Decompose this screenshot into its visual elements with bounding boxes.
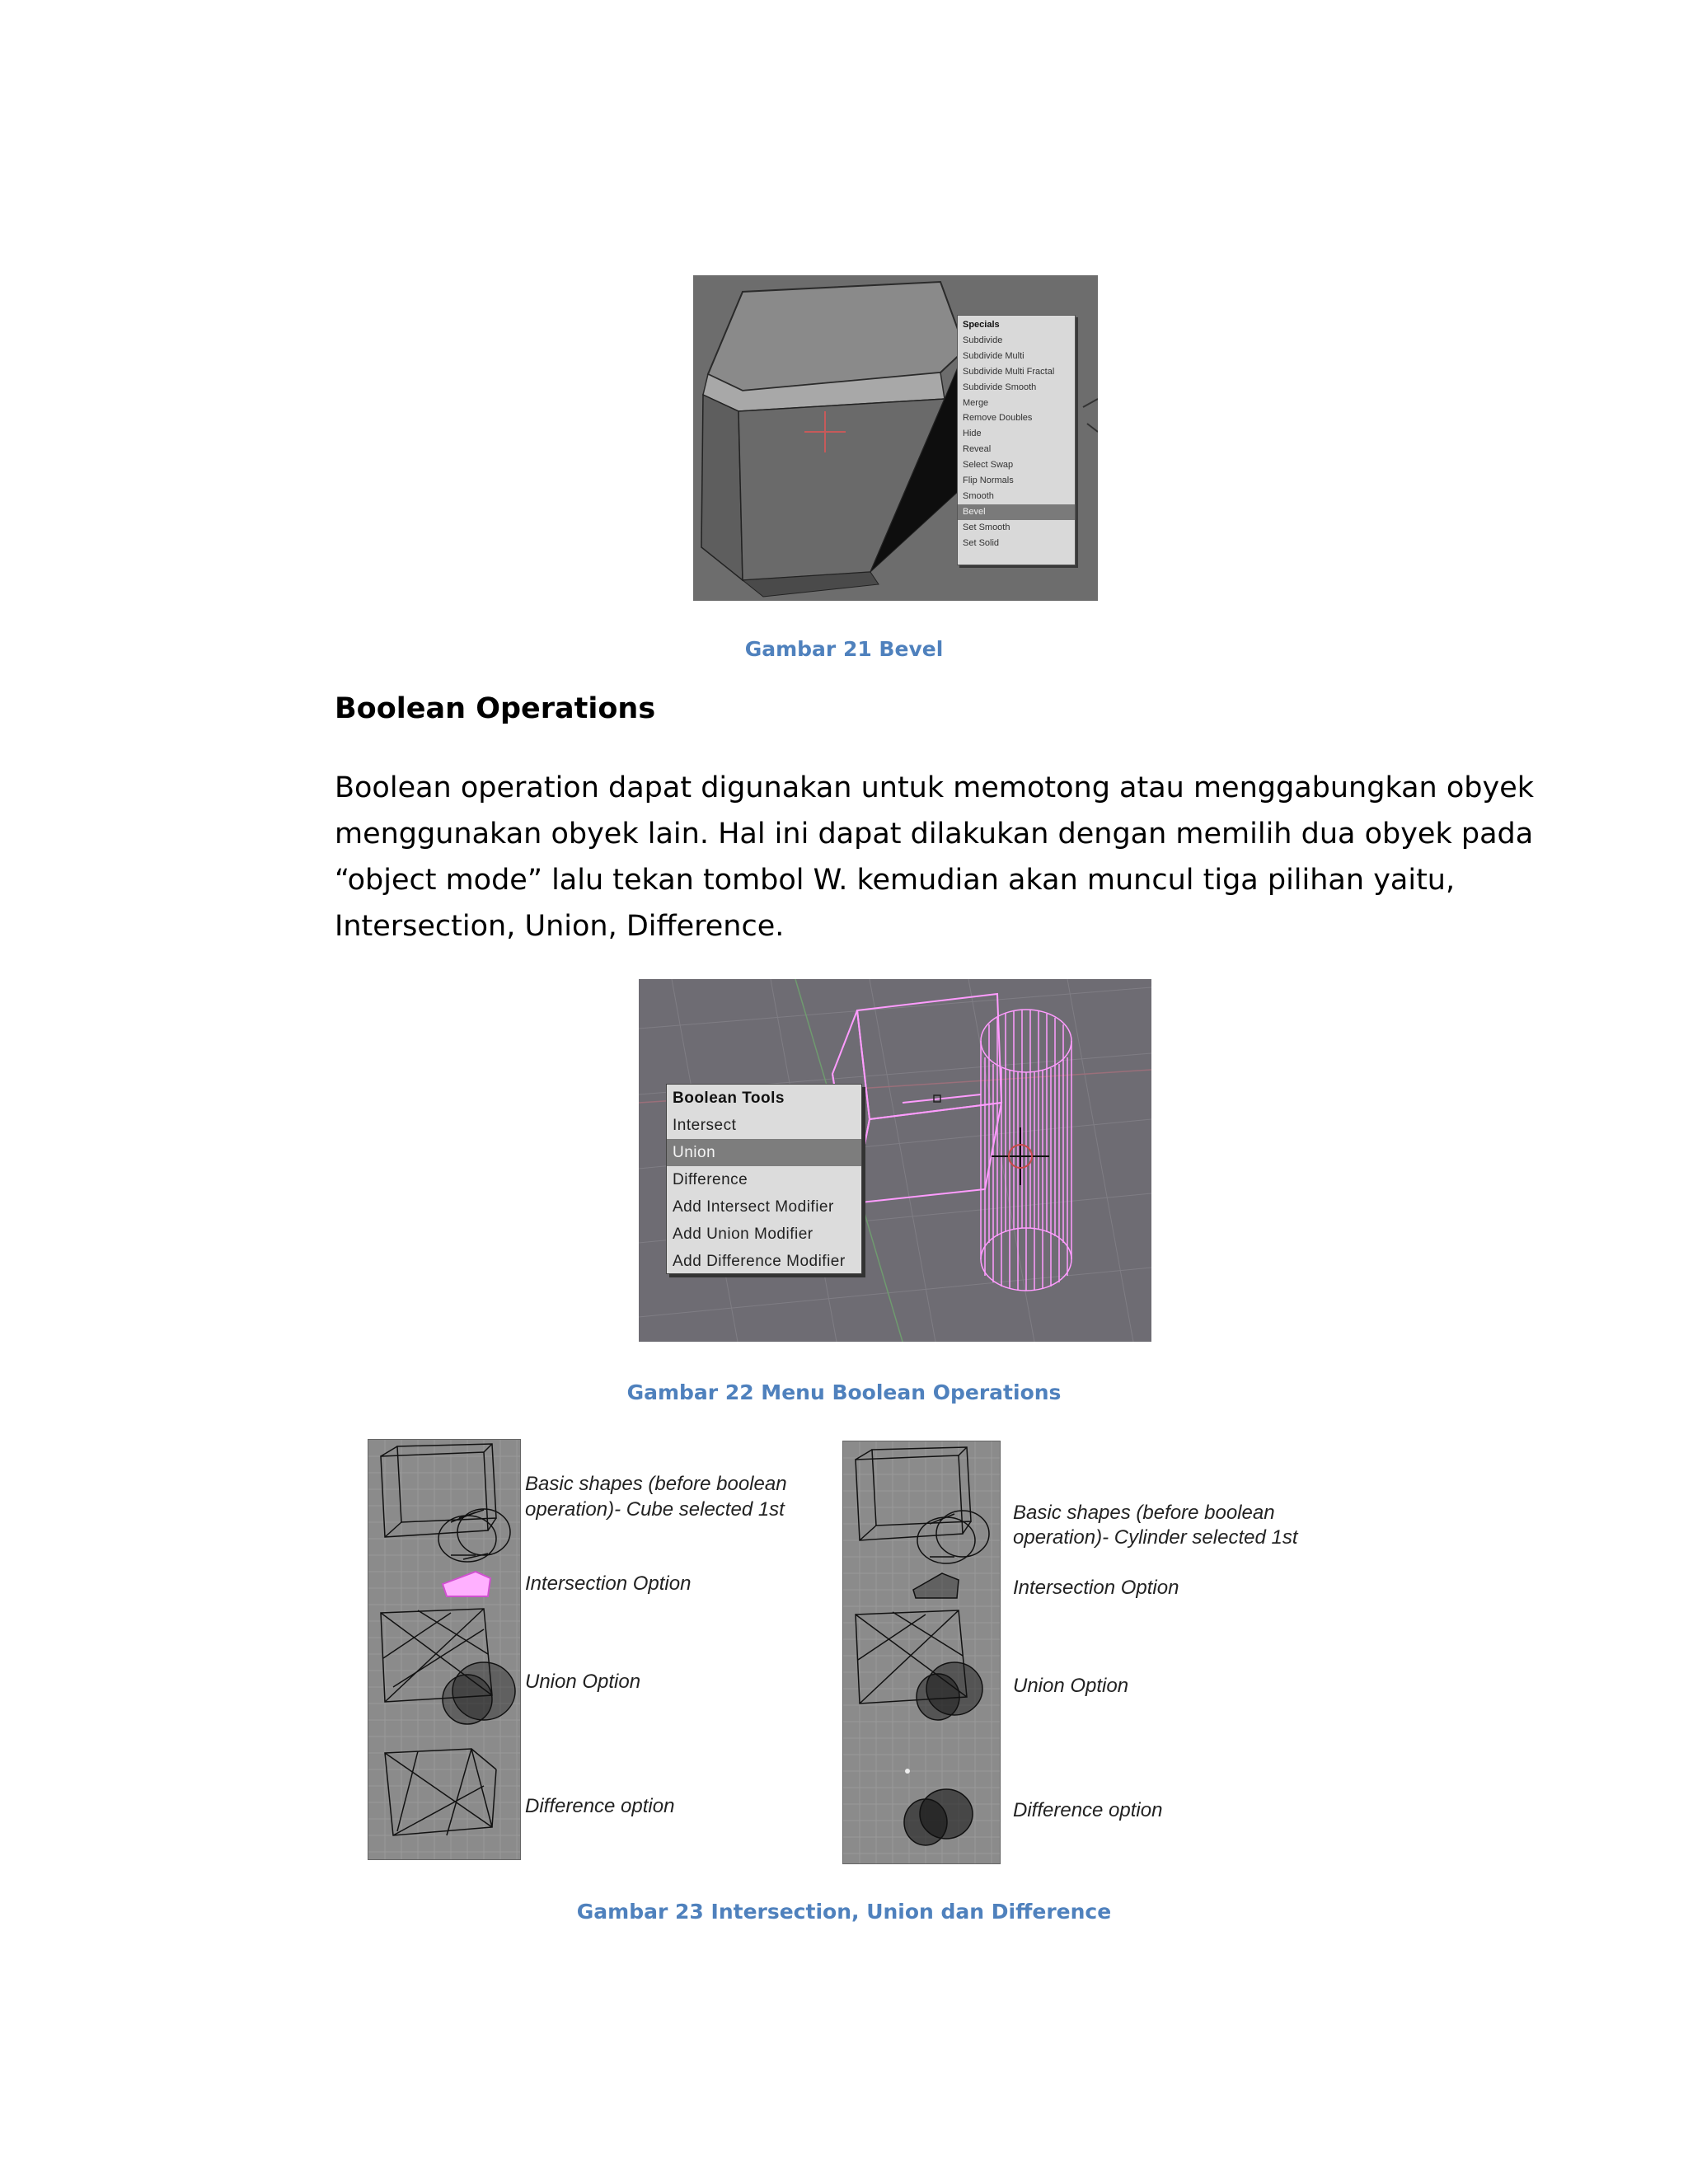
left-basic-shapes-line2: operation)- Cube selected 1st	[525, 1498, 785, 1521]
boolean-results-wireframes-left	[368, 1440, 520, 1859]
bevel-screenshot	[693, 275, 1098, 601]
specials-item-smooth[interactable]: Smooth	[963, 490, 994, 501]
boolean-results-wireframes-right	[843, 1441, 1000, 1863]
menu-item-add-intersect-modifier[interactable]: Add Intersect Modifier	[673, 1198, 834, 1216]
boolean-tools-title: Boolean Tools	[673, 1090, 785, 1107]
specials-item-set-solid[interactable]: Set Solid	[963, 537, 1000, 548]
specials-item-subdivide-multi[interactable]: Subdivide Multi	[963, 350, 1025, 361]
left-difference-label: Difference option	[525, 1795, 675, 1817]
specials-menu-title: Specials	[963, 320, 1000, 330]
menu-item-union[interactable]: Union	[667, 1139, 861, 1166]
boolean-results-panel-cylinder-first	[842, 1441, 1001, 1864]
specials-item-reveal[interactable]: Reveal	[963, 444, 992, 455]
paragraph-line: “object mode” lalu tekan tombol W. kemudian akan muncul tiga pilihan yaitu,	[335, 864, 1456, 897]
right-intersection-label: Intersection Option	[1013, 1577, 1179, 1599]
section-heading: Boolean Operations	[335, 692, 656, 725]
specials-item-set-smooth[interactable]: Set Smooth	[963, 522, 1010, 532]
boolean-tools-menu	[666, 1084, 862, 1274]
specials-item-hide[interactable]: Hide	[963, 429, 982, 439]
specials-item-subdivide[interactable]: Subdivide	[963, 335, 1003, 345]
figure-21-caption: Gambar 21 Bevel	[744, 637, 944, 661]
specials-menu	[957, 315, 1076, 565]
boolean-menu-screenshot	[639, 979, 1151, 1342]
specials-item-remove-doubles[interactable]: Remove Doubles	[963, 413, 1033, 424]
menu-item-difference[interactable]: Difference	[673, 1171, 748, 1188]
figure-22-caption: Gambar 22 Menu Boolean Operations	[626, 1380, 1062, 1404]
specials-item-flip-normals[interactable]: Flip Normals	[963, 476, 1014, 486]
menu-item-intersect[interactable]: Intersect	[673, 1117, 737, 1134]
paragraph-line: Boolean operation dapat digunakan untuk memotong atau menggabungkan obyek	[335, 771, 1535, 804]
paragraph-line: Intersection, Union, Difference.	[335, 910, 785, 943]
menu-item-add-difference-modifier[interactable]: Add Difference Modifier	[673, 1253, 846, 1270]
section-paragraph	[335, 765, 1535, 949]
right-difference-label: Difference option	[1013, 1799, 1163, 1821]
specials-item-merge[interactable]: Merge	[963, 397, 989, 408]
specials-item-bevel[interactable]: Bevel	[958, 504, 1075, 520]
boolean-results-panel-cube-first	[368, 1439, 521, 1860]
specials-item-select-swap[interactable]: Select Swap	[963, 460, 1014, 471]
left-intersection-label: Intersection Option	[525, 1572, 692, 1595]
left-basic-shapes-line1: Basic shapes (before boolean	[525, 1473, 787, 1495]
specials-item-subdivide-smooth[interactable]: Subdivide Smooth	[963, 382, 1037, 392]
figure-23-caption: Gambar 23 Intersection, Union dan Difference	[576, 1900, 1112, 1924]
specials-item-subdivide-multi-fractal[interactable]: Subdivide Multi Fractal	[963, 366, 1055, 377]
menu-item-add-union-modifier[interactable]: Add Union Modifier	[673, 1226, 814, 1243]
paragraph-line: menggunakan obyek lain. Hal ini dapat dilakukan dengan memilih dua obyek pada	[335, 818, 1534, 851]
right-union-label: Union Option	[1013, 1675, 1129, 1697]
right-basic-shapes-line1: Basic shapes (before boolean	[1013, 1502, 1275, 1524]
left-union-label: Union Option	[525, 1671, 641, 1693]
right-basic-shapes-line2: operation)- Cylinder selected 1st	[1013, 1526, 1298, 1549]
